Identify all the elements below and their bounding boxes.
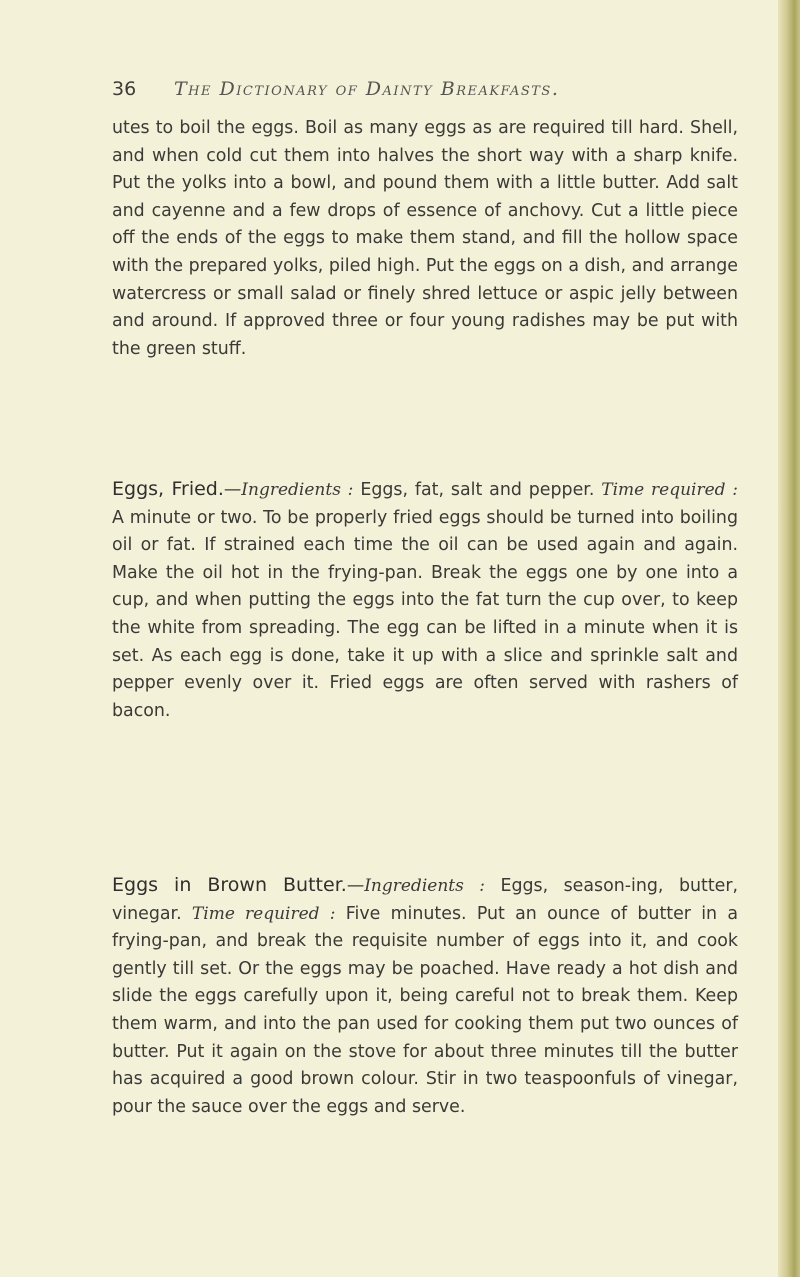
- page-edge: [778, 0, 800, 1277]
- recipe-body: Put an ounce of butter in a frying-pan, and break the requisite number of eggs into it, and cook gently till set. Or the eggs may be poached. Have ready a hot dish and slide the eggs carefully upon it, being careful not to break them. Keep them warm, and into the pan used for cooking them put two ounces of butter. Put it again on the stove for about three minutes till the butter has acquired a good brown colour. Stir in two teaspoonfuls of vinegar, pour the sauce over the eggs and serve.: [112, 903, 739, 1117]
- running-title: The Dictionary of Dainty Breakfasts.: [174, 78, 560, 100]
- continuation-text: utes to boil the eggs. Boil as many eggs as are required till hard. Shell, and when cold cut them into halves the short way with a sharp knife. Put the yolks into a bowl, and pound them with a little butter. Add salt and cayenne and a few drops of essence of anchovy. Cut a little piece off the ends of the eggs to make them stand, and fill the hollow space with the prepared yolks, piled high. Put the eggs on a dish, and arrange watercress or small salad or finely shred lettuce or aspic jelly between and around. If approved three or four young radishes may be put with the green stuff.: [112, 118, 738, 359]
- recipe-eggs-brown-butter: [112, 872, 738, 1121]
- time-label: Time required :: [191, 903, 336, 924]
- running-header: [112, 78, 700, 108]
- recipe-eggs-fried: [112, 476, 738, 725]
- recipe-paragraph: Eggs in Brown Butter.—Ingredients : Eggs, season-ing, butter, vinegar. Time required : Five minutes. Put an ounce of butter in a frying-pan, and break the requisite number of eggs into it, and cook gently till set. Or the eggs may be poached. Have ready a hot dish and slide the eggs carefully upon it, being careful not to break them. Keep them warm, and into the pan used for cooking them put two ounces of butter. Put it again on the stove for about three minutes till the butter has acquired a good brown colour. Stir in two teaspoonfuls of vinegar, pour the sauce over the eggs and serve.: [112, 874, 739, 1117]
- ingredients-list: Eggs, season-ing, butter, vinegar.: [112, 876, 739, 924]
- recipe-paragraph: Eggs, Fried.—Ingredients : Eggs, fat, salt and pepper. Time required : A minute or two. To be properly fried eggs should be turned into boiling oil or fat. If strained each time the oil can be used again and again. Make the oil hot in the frying-pan. Break the eggs one by one into a cup, and when putting the eggs into the fat turn the cup over, to keep the white from spreading. The egg can be lifted in a minute when it is set. As each egg is done, take it up with a slice and sprinkle salt and pepper evenly over it. Fried eggs are often served with rashers of bacon.: [112, 478, 739, 721]
- time-value: A minute or two.: [112, 507, 258, 528]
- ingredients-label: Ingredients :: [241, 480, 354, 500]
- time-label: Time required :: [601, 480, 739, 500]
- ingredients-label: Ingredients :: [364, 876, 485, 896]
- continuation-paragraph: [112, 115, 738, 363]
- page-number: 36: [112, 78, 137, 100]
- ingredients-list: Eggs, fat, salt and pepper.: [360, 480, 595, 500]
- recipe-body: To be properly fried eggs should be turned into boiling oil or fat. If strained each time the oil can be used again and again. Make the oil hot in the frying-pan. Break the eggs one by one into a cup, and when putting the eggs into the fat turn the cup over, to keep the white from spreading. The egg can be lifted in a minute when it is set. As each egg is done, take it up with a slice and sprinkle salt and pepper evenly over it. Fried eggs are often served with rashers of bacon.: [112, 507, 738, 721]
- time-value: Five minutes.: [345, 903, 467, 924]
- recipe-title: Eggs, Fried.: [112, 478, 224, 500]
- recipe-title: Eggs in Brown Butter.: [112, 874, 347, 896]
